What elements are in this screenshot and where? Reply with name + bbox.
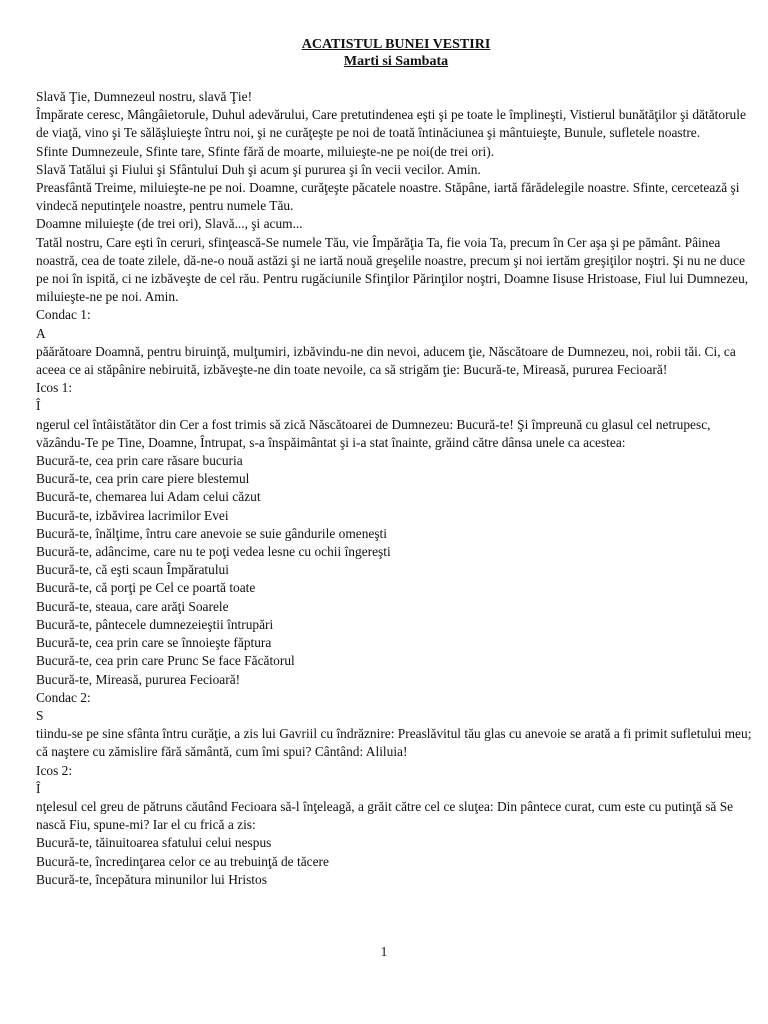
- document-title: ACATISTUL BUNEI VESTIRI: [301, 37, 491, 52]
- paragraph: Doamne miluieşte (de trei ori), Slavă..., şi acum...: [36, 216, 303, 232]
- paragraph: Bucură-te, tăinuitoarea sfatului celui nespus: [36, 835, 272, 851]
- paragraph: Bucură-te, Mireasă, pururea Fecioară!: [36, 671, 241, 687]
- paragraph: Condac 2:: [36, 689, 91, 705]
- paragraph: Condac 1:: [36, 307, 91, 323]
- paragraph: Sfinte Dumnezeule, Sfinte tare, Sfinte fără de moarte, miluieşte-ne pe noi(de trei ori).: [36, 143, 495, 159]
- paragraph: Icos 2:: [36, 762, 73, 778]
- paragraph: Bucură-te, cea prin care răsare bucuria: [36, 453, 243, 469]
- paragraph: tiindu-se pe sine sfânta întru curăţie, a zis lui Gavriil cu îndrăznire: Preaslăvitul tău glas cu anevoie se arată a fi primit sufletului meu; că naştere cu zămislire fără sământă, cum îmi spui? Cântând: Aliluia!: [36, 726, 752, 760]
- paragraph: Tatăl nostru, Care eşti în ceruri, sfinţească-Se numele Tău, vie Împărăţia Ta, fie voia Ta, precum în Cer aşa şi pe pământ. Pâinea noastră, cea de toate zilele, dă-ne-o nouă astăzi şi ne iartă nouă greşelile noastre, precum şi noi iertăm greşiţilor noştri. Şi nu ne duce pe noi în ispită, ci ne izbăveşte de cel rău. Pentru rugăciunile Sfinţilor Părinţilor noştri, Doamne Iisuse Hristoase, Fiul lui Dumnezeu, miluieşte-ne pe noi. Amin.: [36, 234, 749, 305]
- paragraph: păărătoare Doamnă, pentru biruinţă, mulţumiri, izbăvindu-ne din nevoi, aducem ţie, Născătoare de Dumnezeu, noi, robii tăi. Ci, ca aceea ce ai stăpânire nebiruită, izbăveşte-ne din toate nevoile, ca să strigăm ţie: Bucură-te, Mireasă, pururea Fecioară!: [36, 343, 736, 378]
- paragraph: Bucură-te, începătura minunilor lui Hristos: [36, 871, 267, 887]
- paragraph: Bucură-te, adâncime, care nu te poţi vedea lesne cu ochii îngereşti: [36, 544, 391, 560]
- paragraph: S: [36, 707, 44, 723]
- paragraph: Bucură-te, chemarea lui Adam celui căzut: [36, 489, 261, 505]
- paragraph: Slavă Ţie, Dumnezeul nostru, slavă Ţie!: [36, 89, 253, 104]
- paragraph: A: [36, 325, 46, 341]
- paragraph: Bucură-te, cea prin care piere blestemul: [36, 471, 250, 487]
- paragraph: Bucură-te, încredinţarea celor ce au trebuinţă de tăcere: [36, 853, 329, 869]
- paragraph: Bucură-te, pântecele dumnezeieştii întrupări: [36, 616, 274, 632]
- paragraph: Împărate ceresc, Mângâietorule, Duhul adevărului, Care pretutindenea eşti şi pe toate le împlineşti, Vistierul bunătăţilor şi dătătorule de viaţă, vino şi Te sălăşluieşte întru noi, şi ne curăţeşte pe noi de toată întinăciunea şi mântuieşte, Bunule, sufletele noastre.: [36, 107, 746, 141]
- paragraph: Bucură-te, cea prin care Prunc Se face Făcătorul: [36, 653, 295, 669]
- paragraph: nţelesul cel greu de pătruns căutând Fecioara să-l înţeleagă, a grăit către cel ce sluţea: Din pântece curat, cum este cu putinţă să Se nască Fiu, spune-mi? Iar el cu frică a zis:: [36, 798, 734, 833]
- paragraph: Slavă Tatălui şi Fiului şi Sfântului Duh şi acum şi pururea şi în vecii vecilor. Amin.: [36, 161, 481, 177]
- paragraph: Bucură-te, că eşti scaun Împăratului: [36, 562, 229, 578]
- document-body: [36, 88, 756, 889]
- paragraph: Bucură-te, că porţi pe Cel ce poartă toate: [36, 580, 256, 596]
- paragraph: Î: [36, 780, 41, 796]
- page-number: 1: [380, 944, 388, 959]
- paragraph: ngerul cel întâistătător din Cer a fost trimis să zică Născătoarei de Dumnezeu: Bucură-te! Şi împreună cu glasul cel netrupesc, văzându-Te pe Tine, Doamne, Întrupat, s-a înspăimântat şi i-a stat înainte, grăind către dânsa unele ca acestea:: [36, 416, 711, 450]
- paragraph: Icos 1:: [36, 380, 73, 396]
- document-page: [36, 36, 756, 889]
- document-subtitle: Marti si Sambata: [343, 54, 449, 69]
- paragraph: Bucură-te, izbăvirea lacrimilor Evei: [36, 507, 229, 523]
- paragraph: Î: [36, 398, 41, 414]
- paragraph: Bucură-te, steaua, care arăţi Soarele: [36, 598, 229, 614]
- paragraph: Preasfântă Treime, miluieşte-ne pe noi. Doamne, curăţeşte păcatele noastre. Stăpâne, iartă fărădelegile noastre. Sfinte, cercetează şi vindecă neputinţele noastre, pentru numele Tău.: [36, 180, 740, 214]
- paragraph: Bucură-te, cea prin care se înnoieşte făptura: [36, 635, 272, 651]
- paragraph: Bucură-te, înălţime, întru care anevoie se suie gândurile omeneşti: [36, 525, 388, 541]
